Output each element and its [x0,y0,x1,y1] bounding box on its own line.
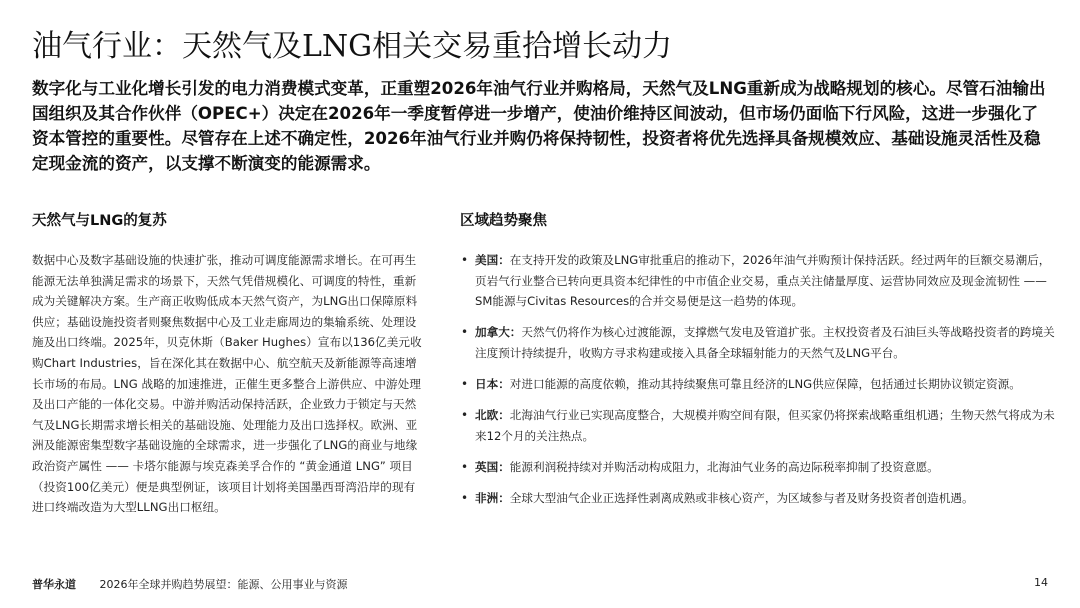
region-label: 加拿大： [475,325,522,340]
list-item-us [460,250,1060,312]
region-label: 日本： [475,377,510,392]
list-item-canada [460,322,1060,363]
region-label: 美国： [475,253,510,267]
region-text: 北海油气行业已实现高度整合，大规模并购空间有限，但买家仍将探索战略重组机遇；生物天然气将成为未来12个月的关注热点。 [475,408,1055,443]
regional-trends-list [460,250,1060,509]
region-text: 能源利润税持续对并购活动构成阻力，北海油气业务的高边际税率抑制了投资意愿。 [509,460,939,475]
region-text: 在支持开发的政策及LNG审批重启的推动下，2026年油气并购预计保持活跃。经过两年的巨额交易潮后，页岩气行业整合已转向更具资本纪律性的中市值企业交易，重点关注储量厚度、运营协同效应及现金流韧性 —— SM能源与Civitas Resources的合并交易便是这一趋势的体现。 [475,253,1051,309]
list-item-japan [460,374,1060,395]
section-heading-regional-trends: 区域趋势聚焦 [460,213,547,229]
region-label: 非洲： [475,491,510,506]
lead-paragraph: 数字化与工业化增长引发的电力消费模式变革，正重塑2026年油气行业并购格局，天然气及LNG重新成为战略规划的核心。尽管石油输出国组织及其合作伙伴（OPEC+）决定在2026年一季度暂停进一步增产，使油价维持区间波动，但市场仍面临下行风险，这进一步强化了资本管控的重要性。尽管存在上述不确定性，2026年油气行业并购仍将保持韧性，投资者将优先选择具备规模效应、基础设施灵活性及稳定现金流的资产，以支撑不断演变的能源需求。 [32,79,1046,173]
footer-doc-title: 2026年全球并购趋势展望：能源、公用事业与资源 [99,578,348,591]
page-number: 14 [1034,576,1048,589]
region-text: 对进口能源的高度依赖，推动其持续聚焦可靠且经济的LNG供应保障，包括通过长期协议锁定资源。 [509,377,1021,392]
page-title: 油气行业：天然气及LNG相关交易重拾增长动力 [32,29,673,64]
page-footer [32,576,1048,594]
left-column [32,210,422,518]
gas-lng-body: 数据中心及数字基础设施的快速扩张，推动可调度能源需求增长。在可再生能源无法单独满足需求的场景下，天然气凭借规模化、可调度的特性，重新成为关键解决方案。生产商正收购低成本天然气资产，为LNG出口保障原料供应；基础设施投资者则聚焦数据中心及工业走廊周边的集输系统、处理设施及出口终端。2025年，贝克休斯（Baker Hughes）宣布以136亿美元收购Chart Industries，旨在深化其在数据中心、航空航天及新能源等高速增长市场的布局。LNG 战略的加速推进，正催生更多整合上游供应、中游处理及出口产能的一体化交易。中游并购活动保持活跃，企业致力于锁定与天然气及LNG长期需求增长相关的基础设施、处理能力及出口选择权。欧洲、亚洲及能源密集型数字基础设施的全球需求，进一步强化了LNG的商业与地缘政治资产属性 —— 卡塔尔能源与埃克森美孚合作的 “黄金通道 LNG” 项目（投资100亿美元）便是典型例证，该项目计划将美国墨西哥湾沿岸的现有进口终端改造为大型LLNG出口枢纽。 [32,253,422,515]
region-text: 天然气仍将作为核心过渡能源，支撑燃气发电及管道扩张。主权投资者及石油巨头等战略投资者的跨境关注度预计持续提升，收购方寻求构建或接入具备全球辐射能力的天然气及LNG平台。 [475,325,1055,360]
list-item-nordics [460,405,1060,446]
section-heading-gas-lng: 天然气与LNG的复苏 [32,213,167,229]
region-text: 全球大型油气企业正选择性剥离成熟或非核心资产，为区域参与者及财务投资者创造机遇。 [509,491,974,506]
right-column [460,210,1060,520]
footer-brand: 普华永道 [32,578,76,591]
region-label: 北欧： [475,408,510,423]
list-item-uk [460,457,1060,478]
region-label: 英国： [475,460,510,475]
list-item-africa [460,488,1060,509]
